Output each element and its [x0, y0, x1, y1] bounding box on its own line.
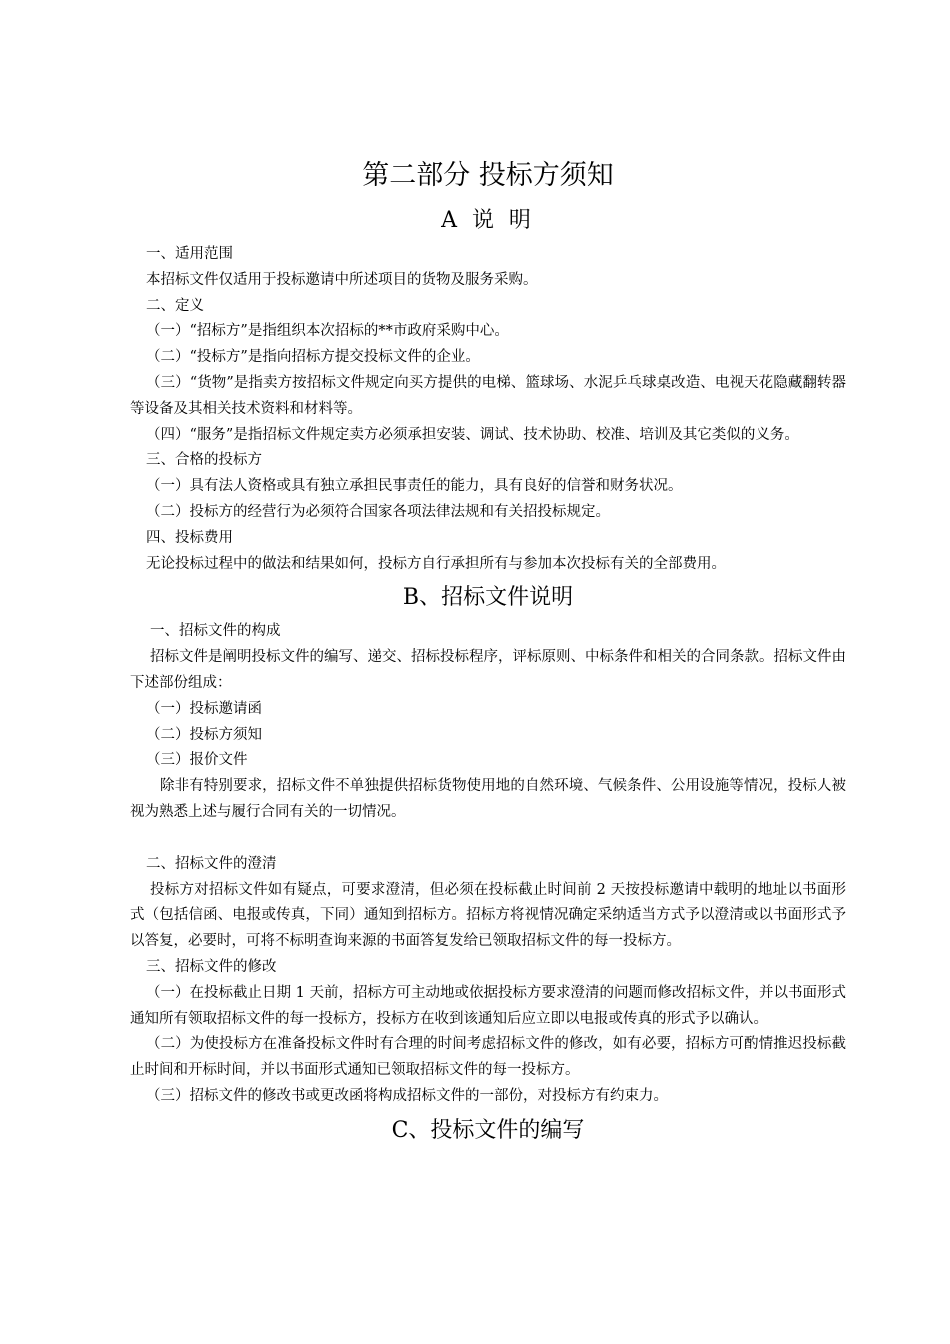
section-b-item-heading: 三、招标文件的修改: [146, 958, 277, 975]
page-title: 第二部分 投标方须知: [362, 160, 614, 191]
section-a-paragraph: 本招标文件仅适用于投标邀请中所述项目的货物及服务采购。: [146, 271, 538, 288]
section-a-item-heading: 一、适用范围: [146, 246, 233, 262]
paragraph-gap: [130, 826, 846, 852]
section-a-paragraph: （四）“服务”是指招标文件规定卖方必须承担安装、调试、技术协助、校准、培训及其它类似的义务。: [146, 426, 799, 443]
section-a-item-heading: 二、定义: [146, 297, 204, 314]
section-b-list-item: （三）报价文件: [146, 752, 248, 769]
section-b-list-item: （一）投标邀请函: [146, 700, 262, 717]
section-b-item-heading: 二、招标文件的澄清: [146, 855, 277, 872]
section-a-paragraph: （一）具有法人资格或具有独立承担民事责任的能力，具有良好的信誉和财务状况。: [146, 478, 683, 495]
section-a-paragraph: （二）“投标方”是指向招标方提交投标文件的企业。: [146, 349, 480, 366]
section-b-paragraph: 投标方对招标文件如有疑点，可要求澄清，但必须在投标截止时间前 2 天按投标邀请中载明的地址以书面形式（包括信函、电报或传真，下同）通知到招标方。招标方将视情况确定采纳适当方式予以澄清或以书面形式予以答复，必要时，可将不标明查询来源的书面答复发给已领取招标文件的每一投标方。: [130, 881, 846, 950]
section-a-item-heading: 四、投标费用: [146, 529, 233, 546]
section-c-heading: C、投标文件的编写: [391, 1117, 585, 1143]
section-b-item-heading: 一、招标文件的构成: [150, 623, 281, 640]
section-a-paragraph: （二）投标方的经营行为必须符合国家各项法律法规和有关招投标规定。: [146, 503, 610, 520]
section-a-heading: A 说 明: [441, 208, 535, 233]
section-b-paragraph: （二）为使投标方在准备投标文件时有合理的时间考虑招标文件的修改，如有必要，招标方可酌情推迟投标截止时间和开标时间，并以书面形式通知已领取招标文件的每一投标方。: [130, 1036, 846, 1079]
section-b-paragraph: （一）在投标截止日期 1 天前，招标方可主动地或依据投标方要求澄清的问题而修改招标文件，并以书面形式通知所有领取招标文件的每一投标方，投标方在收到该通知后应立即以电报或传真的形式予以确认。: [130, 984, 846, 1027]
section-b-paragraph: 除非有特别要求，招标文件不单独提供招标货物使用地的自然环境、气候条件、公用设施等情况，投标人被视为熟悉上述与履行合同有关的一切情况。: [130, 778, 846, 820]
section-b-list-item: （二）投标方须知: [146, 726, 262, 743]
section-a-paragraph: （一）“招标方”是指组织本次招标的**市政府采购中心。: [146, 323, 509, 340]
document-content: [130, 156, 846, 1152]
section-b-paragraph: （三）招标文件的修改书或更改函将构成招标文件的一部份，对投标方有约束力。: [146, 1087, 668, 1104]
section-b-paragraph: 招标文件是阐明投标文件的编写、递交、招标投标程序，评标原则、中标条件和相关的合同条款。招标文件由下述部份组成：: [130, 649, 846, 691]
section-b-heading: B、招标文件说明: [402, 585, 574, 611]
section-a-paragraph: 无论投标过程中的做法和结果如何，投标方自行承担所有与参加本次投标有关的全部费用。: [146, 555, 726, 572]
section-a-item-heading: 三、合格的投标方: [146, 452, 262, 469]
section-a-paragraph: （三）“货物”是指卖方按招标文件规定向买方提供的电梯、篮球场、水泥乒乓球桌改造、电视天花隐藏翻转器等设备及其相关技术资料和材料等。: [130, 374, 846, 417]
